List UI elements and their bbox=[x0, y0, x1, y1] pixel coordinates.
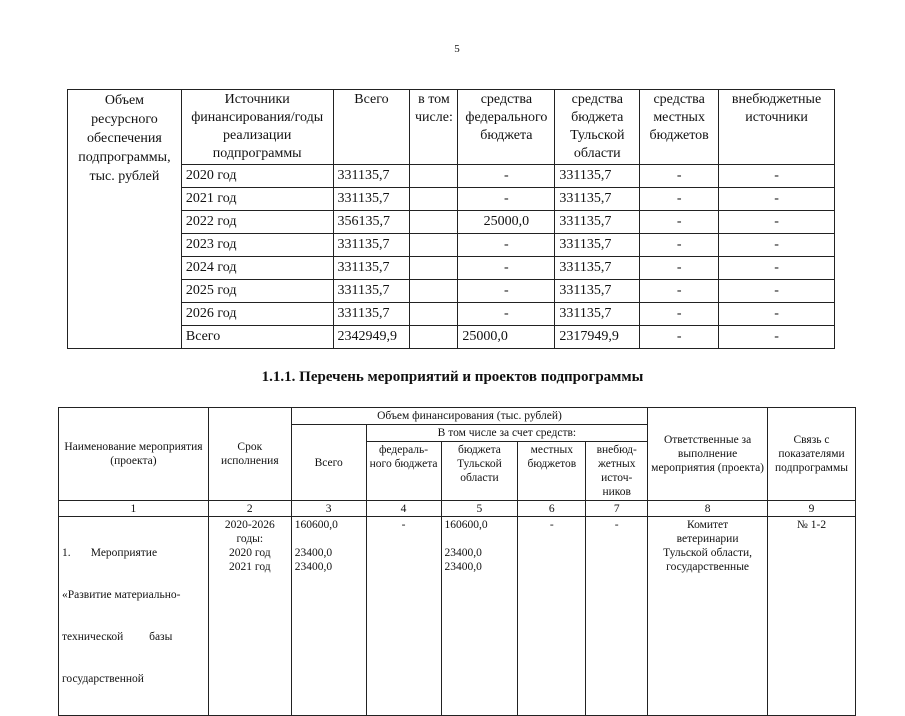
row-year: Всего bbox=[181, 326, 333, 349]
row-including bbox=[410, 234, 458, 257]
row-federal: - bbox=[458, 188, 555, 211]
responsible-line: государственные bbox=[666, 561, 750, 573]
header-term: Срок исполнения bbox=[208, 408, 291, 501]
table1-row bbox=[68, 188, 835, 211]
measure-responsible bbox=[648, 517, 768, 716]
row-local: - bbox=[640, 188, 719, 211]
header-federal: средства федерального бюджета bbox=[458, 90, 555, 165]
section-title: 1.1.1. Перечень мероприятий и проектов подпрограммы bbox=[261, 369, 644, 385]
row-local: - bbox=[640, 303, 719, 326]
left-header-line: обеспечения bbox=[87, 131, 162, 146]
term-line: 2020-2026 bbox=[224, 519, 275, 531]
page-number: 5 bbox=[454, 43, 460, 55]
row-regional: 331135,7 bbox=[555, 234, 640, 257]
row-federal: 25000,0 bbox=[458, 211, 555, 234]
regional-line: 160600,0 bbox=[444, 519, 488, 531]
table1-header-row bbox=[68, 90, 835, 165]
row-extrabudget: - bbox=[719, 234, 835, 257]
row-regional: 2317949,9 bbox=[555, 326, 640, 349]
responsible-line: Тульской области, bbox=[663, 547, 753, 559]
row-year: 2025 год bbox=[181, 280, 333, 303]
header-sources: Источники финансирования/годы реализации подпрограммы bbox=[181, 90, 333, 165]
column-number: 9 bbox=[768, 501, 856, 517]
row-regional: 331135,7 bbox=[555, 211, 640, 234]
measure-name-line: государственной bbox=[62, 673, 144, 685]
row-extrabudget: - bbox=[719, 165, 835, 188]
header-local: местных бюджетов bbox=[518, 442, 586, 501]
left-header-line: Объем bbox=[104, 93, 145, 108]
row-federal: - bbox=[458, 234, 555, 257]
column-number: 3 bbox=[291, 501, 366, 517]
column-number: 5 bbox=[441, 501, 518, 517]
left-header-line: подпрограммы, bbox=[78, 150, 171, 165]
row-total: 331135,7 bbox=[333, 257, 410, 280]
measures-table bbox=[58, 407, 856, 716]
row-federal: - bbox=[458, 280, 555, 303]
table1-total-row bbox=[68, 326, 835, 349]
row-including bbox=[410, 211, 458, 234]
table1-row bbox=[68, 211, 835, 234]
header-federal: федераль-ного бюджета bbox=[366, 442, 441, 501]
responsible-line: Комитет bbox=[686, 519, 729, 531]
row-local: - bbox=[640, 211, 719, 234]
row-regional: 331135,7 bbox=[555, 280, 640, 303]
table2-header-row-1 bbox=[59, 408, 856, 425]
row-total: 331135,7 bbox=[333, 280, 410, 303]
header-local: средства местных бюджетов bbox=[640, 90, 719, 165]
row-local: - bbox=[640, 234, 719, 257]
column-number: 8 bbox=[648, 501, 768, 517]
row-year: 2020 год bbox=[181, 165, 333, 188]
column-number: 7 bbox=[586, 501, 648, 517]
header-measure-name: Наименование мероприятия (проекта) bbox=[59, 408, 209, 501]
header-total: Всего bbox=[291, 425, 366, 501]
row-extrabudget: - bbox=[719, 326, 835, 349]
header-extrabudget: внебюд-жетных источ-ников bbox=[586, 442, 648, 501]
row-year: 2023 год bbox=[181, 234, 333, 257]
header-link: Связь с показателями подпрограммы bbox=[768, 408, 856, 501]
row-federal: - bbox=[458, 257, 555, 280]
table1-row bbox=[68, 165, 835, 188]
row-including bbox=[410, 326, 458, 349]
row-regional: 331135,7 bbox=[555, 257, 640, 280]
measure-federal: - bbox=[366, 517, 441, 716]
term-line: 2021 год bbox=[229, 561, 271, 573]
header-regional: средства бюджета Тульской области bbox=[555, 90, 640, 165]
table1-row bbox=[68, 257, 835, 280]
row-regional: 331135,7 bbox=[555, 188, 640, 211]
left-header-line: тыс. рублей bbox=[89, 169, 160, 184]
row-year: 2022 год bbox=[181, 211, 333, 234]
row-local: - bbox=[640, 257, 719, 280]
row-including bbox=[410, 303, 458, 326]
measure-link: № 1-2 bbox=[768, 517, 856, 716]
column-number: 4 bbox=[366, 501, 441, 517]
row-total: 356135,7 bbox=[333, 211, 410, 234]
total-line: 160600,0 bbox=[294, 519, 338, 531]
total-line: 23400,0 bbox=[294, 547, 333, 559]
row-regional: 331135,7 bbox=[555, 303, 640, 326]
row-total: 331135,7 bbox=[333, 234, 410, 257]
measure-name-line: «Развитие материально- bbox=[62, 589, 181, 601]
regional-line: 23400,0 bbox=[444, 561, 482, 573]
row-extrabudget: - bbox=[719, 211, 835, 234]
row-including bbox=[410, 165, 458, 188]
row-year: 2021 год bbox=[181, 188, 333, 211]
header-including: В том числе за счет средств: bbox=[366, 425, 648, 442]
row-total: 2342949,9 bbox=[333, 326, 410, 349]
row-year: 2026 год bbox=[181, 303, 333, 326]
row-total: 331135,7 bbox=[333, 165, 410, 188]
term-line: годы: bbox=[236, 533, 264, 545]
header-including: в том числе: bbox=[410, 90, 458, 165]
resource-table bbox=[67, 89, 835, 349]
row-total: 331135,7 bbox=[333, 188, 410, 211]
row-regional: 331135,7 bbox=[555, 165, 640, 188]
measure-regional bbox=[441, 517, 518, 716]
table2-row bbox=[59, 517, 856, 716]
regional-line: 23400,0 bbox=[444, 547, 482, 559]
column-number: 2 bbox=[208, 501, 291, 517]
row-local: - bbox=[640, 280, 719, 303]
total-line bbox=[295, 532, 363, 546]
regional-line bbox=[445, 532, 515, 546]
row-year: 2024 год bbox=[181, 257, 333, 280]
measure-term bbox=[208, 517, 291, 716]
column-number: 1 bbox=[59, 501, 209, 517]
term-line: 2020 год bbox=[229, 547, 271, 559]
row-local: - bbox=[640, 326, 719, 349]
row-extrabudget: - bbox=[719, 280, 835, 303]
row-including bbox=[410, 257, 458, 280]
row-local: - bbox=[640, 165, 719, 188]
header-total: Всего bbox=[333, 90, 410, 165]
measure-name bbox=[59, 517, 209, 716]
responsible-line: ветеринарии bbox=[676, 533, 739, 545]
table1-row bbox=[68, 303, 835, 326]
table1-row bbox=[68, 234, 835, 257]
row-extrabudget: - bbox=[719, 303, 835, 326]
header-responsible: Ответственные за выполнение мероприятия (проекта) bbox=[648, 408, 768, 501]
row-including bbox=[410, 280, 458, 303]
measure-name-line: технической базы bbox=[62, 631, 173, 643]
header-extrabudget: внебюджетные источники bbox=[719, 90, 835, 165]
row-including bbox=[410, 188, 458, 211]
row-federal: - bbox=[458, 165, 555, 188]
measure-extrabudget: - bbox=[586, 517, 648, 716]
header-regional: бюджета Тульской области bbox=[441, 442, 518, 501]
measure-total bbox=[291, 517, 366, 716]
measure-name-line: 1. Мероприятие bbox=[62, 547, 158, 559]
row-total: 331135,7 bbox=[333, 303, 410, 326]
row-extrabudget: - bbox=[719, 188, 835, 211]
table1-row bbox=[68, 280, 835, 303]
column-number: 6 bbox=[518, 501, 586, 517]
row-federal: - bbox=[458, 303, 555, 326]
header-volume: Объем финансирования (тыс. рублей) bbox=[291, 408, 647, 425]
table2-number-row bbox=[59, 501, 856, 517]
measure-local: - bbox=[518, 517, 586, 716]
table1-left-header bbox=[68, 90, 182, 349]
row-extrabudget: - bbox=[719, 257, 835, 280]
total-line: 23400,0 bbox=[294, 561, 333, 573]
left-header-line: ресурсного bbox=[91, 112, 158, 127]
row-federal: 25000,0 bbox=[458, 326, 555, 349]
